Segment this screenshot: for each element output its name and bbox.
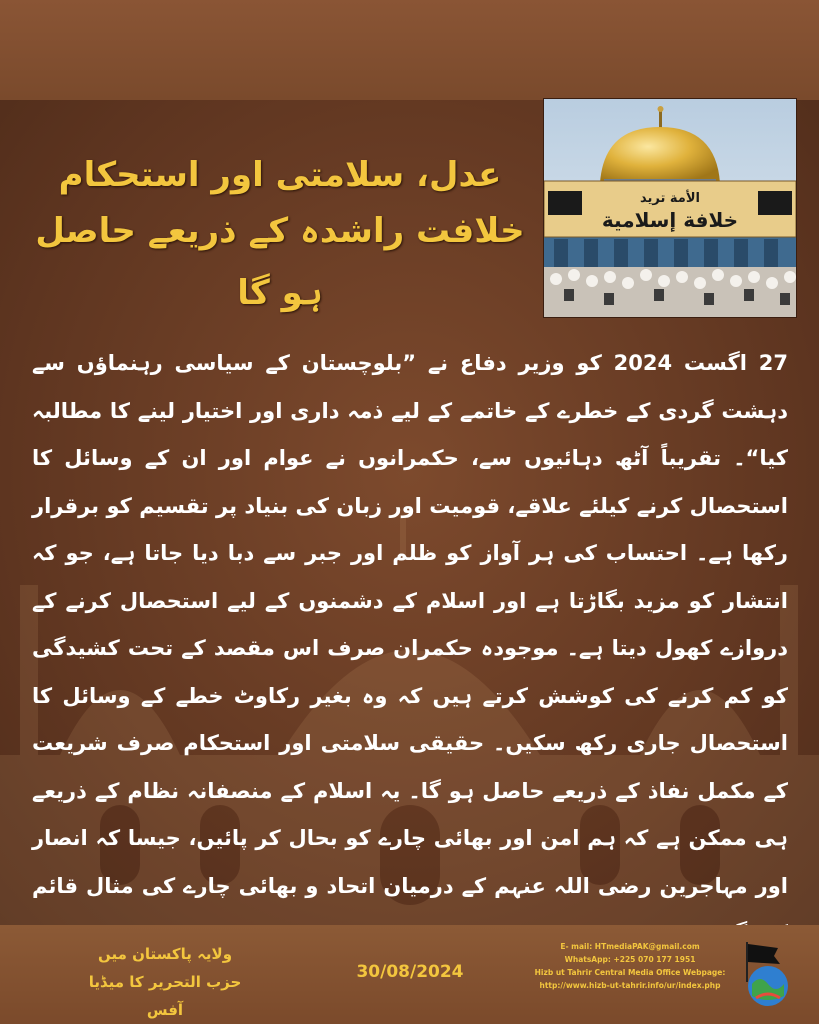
webpage-label: Hizb ut Tahrir Central Media Office Webpage:	[534, 968, 726, 977]
webpage-link[interactable]: http://www.hizb-ut-tahrir.info/ur/index.php	[539, 981, 721, 990]
headline	[20, 150, 540, 324]
office-line-1: ولایہ پاکستان میں	[97, 945, 233, 963]
top-band	[0, 0, 819, 100]
publish-date: 30/08/2024	[356, 962, 464, 982]
whatsapp-number: WhatsApp: +225 070 177 1951	[564, 955, 696, 964]
hizb-ut-tahrir-logo-icon	[738, 940, 798, 1010]
photo-illustration	[544, 99, 796, 317]
email-link[interactable]: E- mail: HTmediaPAK@gmail.com	[560, 942, 700, 951]
banner-text-1: الأمة تريد	[640, 191, 700, 206]
headline-line-1: عدل، سلامتی اور استحکام	[58, 155, 502, 195]
media-office-label	[70, 940, 260, 1024]
office-line-2: حزب التحریر کا میڈیا آفس	[88, 973, 242, 1019]
contact-info	[520, 940, 740, 992]
dome-of-the-rock-photo	[543, 98, 797, 318]
headline-line-2: خلافت راشدہ کے ذریعے حاصل ہو گا	[35, 211, 525, 313]
article-body: 27 اگست 2024 کو وزیر دفاع نے ”بلوچستان کے سیاسی رہنماؤں سے دہشت گردی کے خطرے کے خاتمے کے لیے ذمہ داری اور اختیار لینے کا مطالبہ کیا“۔ تقریباً آٹھ دہائیوں سے، حکمرانوں نے عوام اور ان کے وسائل کا استحصال کرنے کیلئے علاقے، قومیت اور زبان کی بنیاد پر تقسیم کو برقرار رکھا ہے۔ احتساب کی ہر آواز کو ظلم اور جبر سے دبا دیا جاتا ہے، جو کہ انتشار کو مزید بگاڑتا ہے اور اسلام کے دشمنوں کے لیے استحصال کرنے کے دروازے کھول دیتا ہے۔ موجودہ حکمران صرف اس مقصد کے تحت کشیدگی کو کم کرنے کی کوشش کرتے ہیں کہ وہ بغیر رکاوٹ خطے کے وسائل کا استحصال جاری رکھ سکیں۔ حقیقی سلامتی اور استحکام صرف شریعت کے مکمل نفاذ کے ذریعے حاصل ہو گا۔ یہ اسلام کے منصفانہ نظام کے ذریعے ہی ممکن ہے کہ ہم امن اور بھائی چارے کو بحال کر پائیں، جیسا کہ انصار اور مہاجرین رضی اللہ عنہم کے درمیان اتحاد و بھائی چارے کی مثال قائم	[32, 351, 788, 898]
banner-text-2: خلافة إسلامية	[601, 208, 739, 232]
